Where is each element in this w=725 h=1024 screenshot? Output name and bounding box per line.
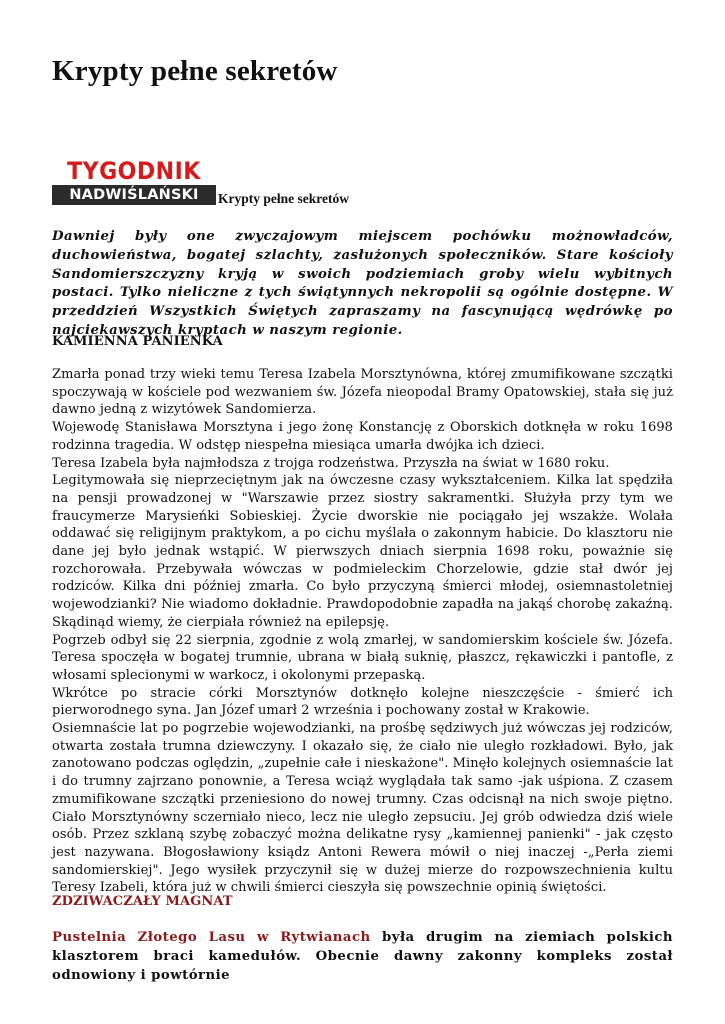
body-paragraph: Legitymowała się nieprzeciętnym jak na ówczesne czasy wykształceniem. Kilka lat spędziła na pensji prowadzonej w "Warszawie przez siostry sakramentki. Służyła przy tym we fraucymerze Marysieńki Sobieskiej. Życie dworskie nie pociągało jej wszakże. Wolała oddawać się religijnym praktykom, a po cichu myślała o zakonnym habicie. Do klasztoru nie dane jej było jednak wstąpić. W pierwszych dniach sierpnia 1698 roku, poważnie się rozchorowała. Przebywała wówczas w podmieleckim Chorzelowie, gdzie stał dwór jej rodziców. Kilka dni później zmarła. Co było przyczyną śmierci młodej, osiemnastoletniej wojewodzianki? Nie wiadomo dokładnie. Prawdopodobnie zapadła na jakąś chorobę zakaźną. Skądinąd wiemy, że cierpiała również na epilepsję. [52, 473, 673, 630]
logo-line-top: TYGODNIK [67, 157, 201, 185]
body-paragraph: Pogrzeb odbył się 22 sierpnia, zgodnie z wolą zmarłej, w sandomierskim kościele św. Józefa. Teresa spoczęła w bogatej trumnie, ubrana w białą suknię, płaszcz, rękawiczki i pantofle, z włosami splecionymi w warkocz, i okolonymi przepaską. [52, 632, 673, 683]
pustelnia-link[interactable]: Pustelnia Złotego Lasu w Rytwianach [52, 930, 371, 945]
closing-paragraph [52, 928, 673, 985]
page-title: Krypty pełne sekretów [52, 55, 338, 87]
body-paragraph: Wkrótce po stracie córki Morsztynów dotknęło kolejne nieszczęście - śmierć ich pierworodnego syna. Jan Józef umarł 2 września i pochowany został w Krakowie. [52, 685, 673, 719]
logo-row [52, 158, 349, 206]
body-paragraph: Osiemnaście lat po pogrzebie wojewodzianki, na prośbę sędziwych już wówczas jej rodziców, otwarta została trumna dziewczyny. I okazało się, że ciało nie uległo rozkładowi. Było, jak zanotowano podczas oględzin, „zupełnie całe i nieskażone". Minęło kolejnych osiemnaście lat i do trumny zajrzano ponownie, a Teresa wciąż wyglądała tak samo -jak uśpiona. Z czasem zmumifikowane szczątki przeniesiono do nowej trumny. Czas odcisnął na nich swoje piętno. Ciało Morsztynówny sczerniało nieco, lecz nie uległo zepsuciu. Jej grób odwiedza dziś wiele osób. Przez szklaną szybę zobaczyć można delikatne rysy „kamiennej panienki" - jak często jest nazywana. Błogosławiony ksiądz Antoni Rewera mówił o niej inaczej -„Perła ziemi sandomierskiej". Jego wysiłek przyczynił się w dużej mierze do rozpowszechnienia kultu Teresy Izabeli, która już w chwili śmierci cieszyła się powszechnie opinią świętości. [52, 721, 673, 896]
section-body [52, 366, 673, 897]
closing-text: była drugim na ziemiach polskich klasztorem braci kamedułów. Obecnie dawny zakonny kompleks został odnowiony i powtórnie [52, 930, 674, 983]
logo-caption: Krypty pełne sekretów [218, 191, 349, 206]
tygodnik-logo [52, 158, 216, 206]
section-heading-zdziwaczaly-magnat: ZDZIWACZAŁY MAGNAT [52, 894, 233, 909]
body-paragraph: Wojewodę Stanisława Morsztyna i jego żonę Konstancję z Oborskich dotknęła w roku 1698 rodzinna tragedia. W odstęp niespełna miesiąca umarła dwójka ich dzieci. [52, 420, 673, 453]
logo-line-bottom: NADWIŚLAŃSKI [52, 185, 216, 205]
body-paragraph: Zmarła ponad trzy wieki temu Teresa Izabela Morsztynówna, której zmumifikowane szczątki spoczywają w kościele pod wezwaniem św. Józefa nieopodal Bramy Opatowskiej, stała się już dawno jedną z wizytówek Sandomierza. [52, 367, 673, 418]
lead-paragraph: Dawniej były one zwyczajowym miejscem pochówku możnowładców, duchowieństwa, bogatej szlachty, zasłużonych społeczników. Stare kościoły Sandomierszczyzny kryją w swoich podziemiach groby wielu wybitnych postaci. Tylko nieliczne z tych świątynnych nekropolii są ogólnie dostępne. W przeddzień Wszystkich Świętych zapraszamy na fascynującą wędrówkę po najciekawszych kryptach w naszym regionie. [52, 229, 673, 338]
body-paragraph: Teresa Izabela była najmłodsza z trojga rodzeństwa. Przyszła na świat w 1680 roku. [52, 455, 610, 471]
section-heading-kamienna-panienka: KAMIENNA PANIENKA [52, 334, 223, 349]
